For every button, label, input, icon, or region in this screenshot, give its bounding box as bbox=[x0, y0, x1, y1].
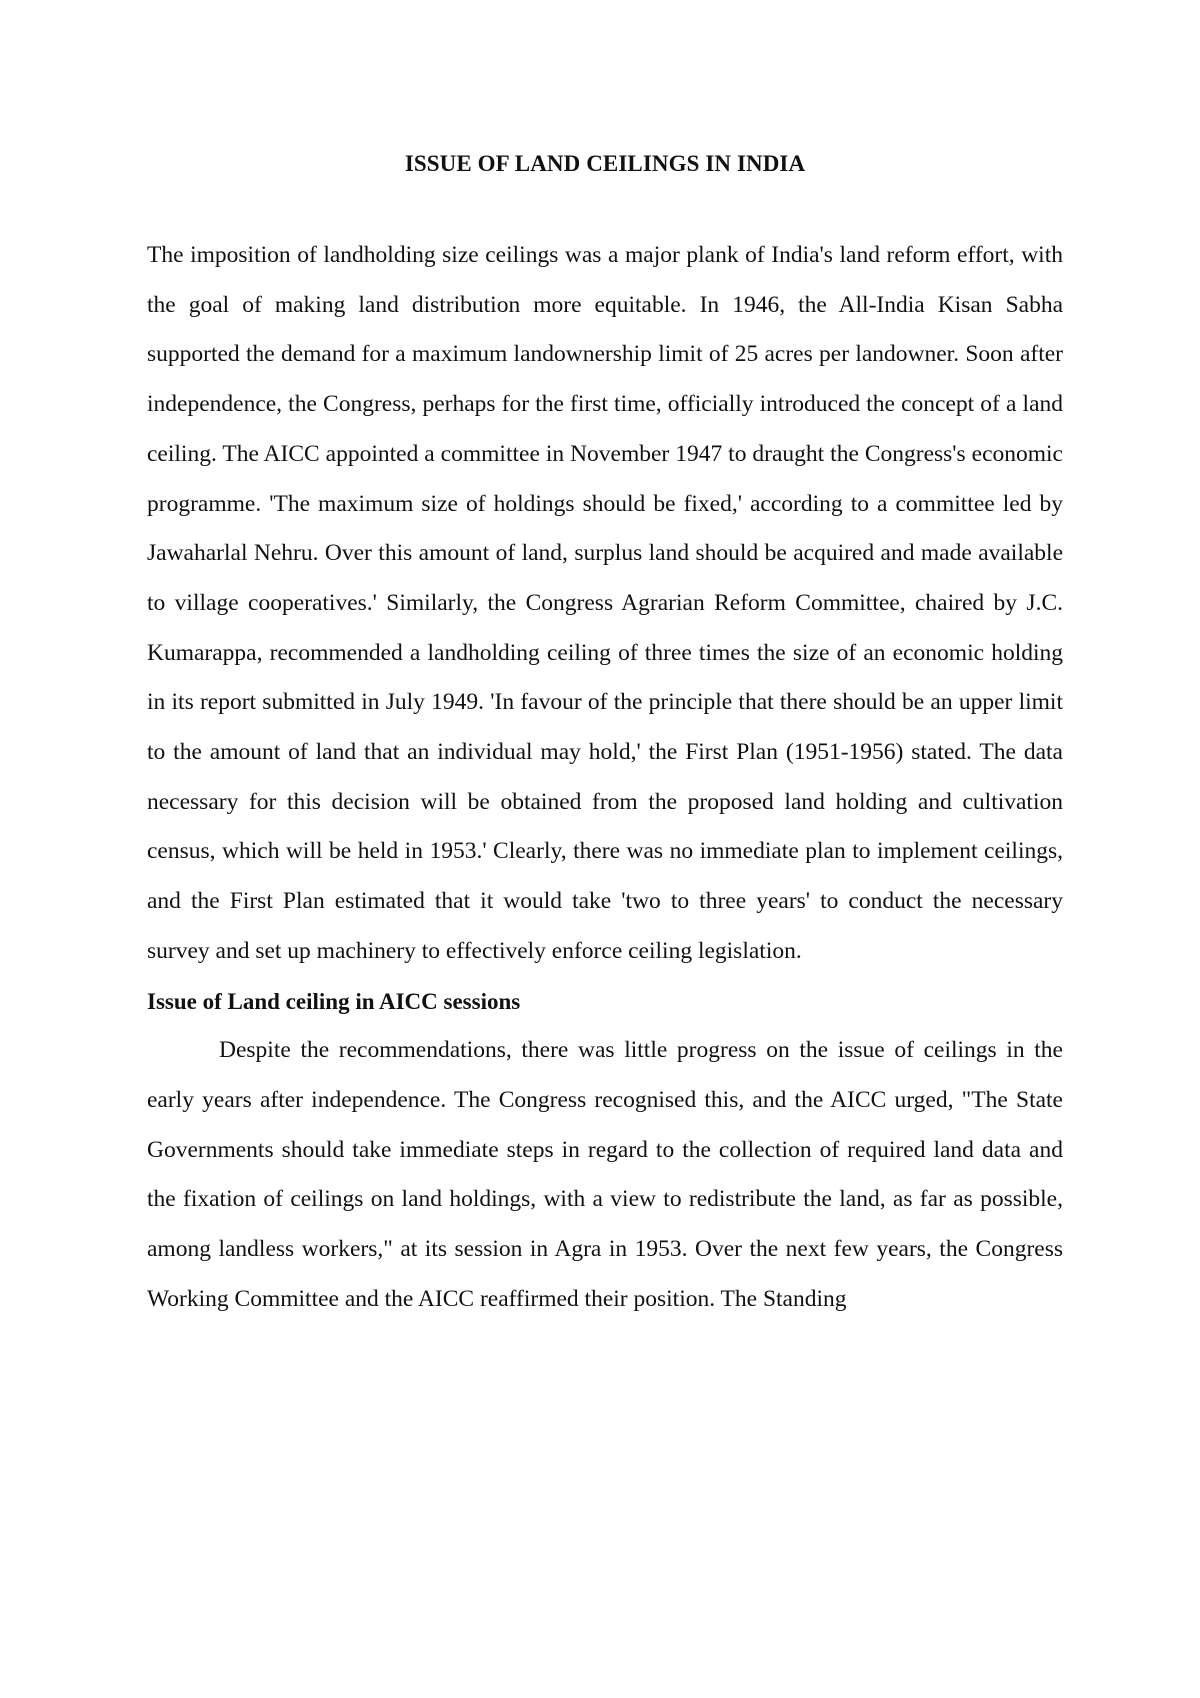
paragraph-intro: The imposition of landholding size ceilings was a major plank of India's land reform effort, with the goal of making land distribution more equitable. In 1946, the All-India Kisan Sabha supported the demand for a maximum landownership limit of 25 acres per landowner. Soon after independence, the Congress, perhaps for the first time, officially introduced the concept of a land ceiling. The AICC appointed a committee in November 1947 to draught the Congress's economic programme. 'The maximum size of holdings should be fixed,' according to a committee led by Jawaharlal Nehru. Over this amount of land, surplus land should be acquired and made available to village cooperatives.' Similarly, the Congress Agrarian Reform Committee, chaired by J.C. Kumarappa, recommended a landholding ceiling of three times the size of an economic holding in its report submitted in July 1949. 'In favour of the principle that there should be an upper limit to the amount of land that an individual may hold,' the First Plan (1951-1956) stated. The data necessary for this decision will be obtained from the proposed land holding and cultivation census, which will be held in 1953.' Clearly, there was no immediate plan to implement ceilings, and the First Plan estimated that it would take 'two to three years' to conduct the necessary survey and set up machinery to effectively enforce ceiling legislation. bbox=[147, 242, 1063, 964]
document-title: ISSUE OF LAND CEILINGS IN INDIA bbox=[404, 151, 806, 176]
paragraph-aicc-sessions: Despite the recommendations, there was little progress on the issue of ceilings in the early years after independence. The Congress recognised this, and the AICC urged, "The State Governments should take immediate steps in regard to the collection of required land data and the fixation of ceilings on land holdings, with a view to redistribute the land, as far as possible, among landless workers," at its session in Agra in 1953. Over the next few years, the Congress Working Committee and the AICC reaffirmed their position. The Standing bbox=[147, 1037, 1063, 1312]
document-body bbox=[147, 146, 1063, 1324]
section-heading: Issue of Land ceiling in AICC sessions bbox=[147, 988, 521, 1014]
